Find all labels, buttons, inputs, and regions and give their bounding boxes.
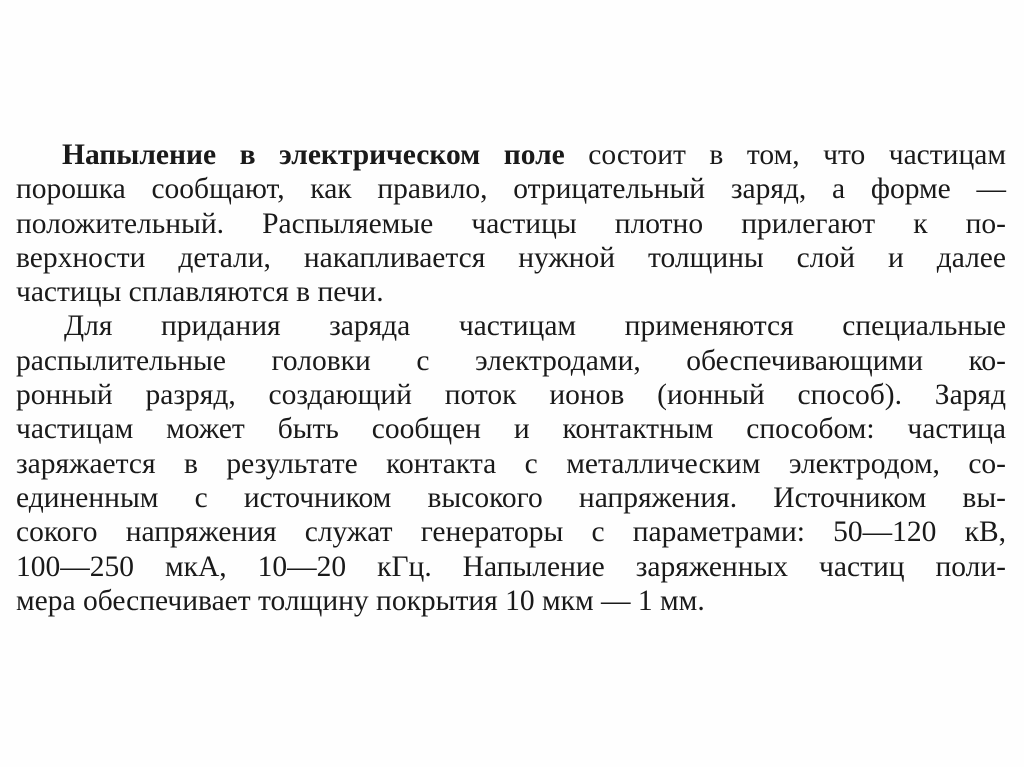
paragraph-2-line-8: 100—250 мкА, 10—20 кГц. Напыление заряженных частиц поли- — [16, 550, 1006, 583]
paragraph-1-line-1-text: состоит в том, что частицам — [588, 139, 1007, 171]
body-text — [16, 138, 1006, 618]
paragraph-1-line-1 — [16, 138, 1006, 172]
paragraph-1-line-4: верхности детали, накапливается нужной толщины слой и далее — [16, 241, 1006, 274]
paragraph-2-line-1: Для придания заряда частицам применяются специальные — [64, 310, 1006, 343]
bold-term: Напыление в электрическом поле — [62, 139, 565, 171]
paragraph-2-line-9: мера обеспечивает толщину покрытия 10 мкм — 1 мм. — [16, 584, 705, 617]
paragraph-1-line-5: частицы сплавляются в печи. — [16, 276, 384, 309]
paragraph-1-line-3: положительный. Распыляемые частицы плотно прилегают к по- — [16, 207, 1006, 240]
paragraph-2-line-7: сокого напряжения служат генераторы с параметрами: 50—120 кВ, — [16, 516, 1006, 549]
paragraph-2-line-4: частицам может быть сообщен и контактным способом: частица — [16, 413, 1006, 446]
paragraph-2-line-5: заряжается в результате контакта с металлическим электродом, со- — [16, 447, 1006, 480]
paragraph-2-line-2: распылительные головки с электродами, обеспечивающими ко- — [16, 344, 1006, 377]
paragraph-1-line-2: порошка сообщают, как правило, отрицательный заряд, а форме — — [16, 173, 1006, 206]
paragraph-2-line-6: единенным с источником высокого напряжения. Источником вы- — [16, 481, 1006, 514]
paragraph-2-line-3: ронный разряд, создающий поток ионов (ионный способ). Заряд — [16, 379, 1006, 412]
